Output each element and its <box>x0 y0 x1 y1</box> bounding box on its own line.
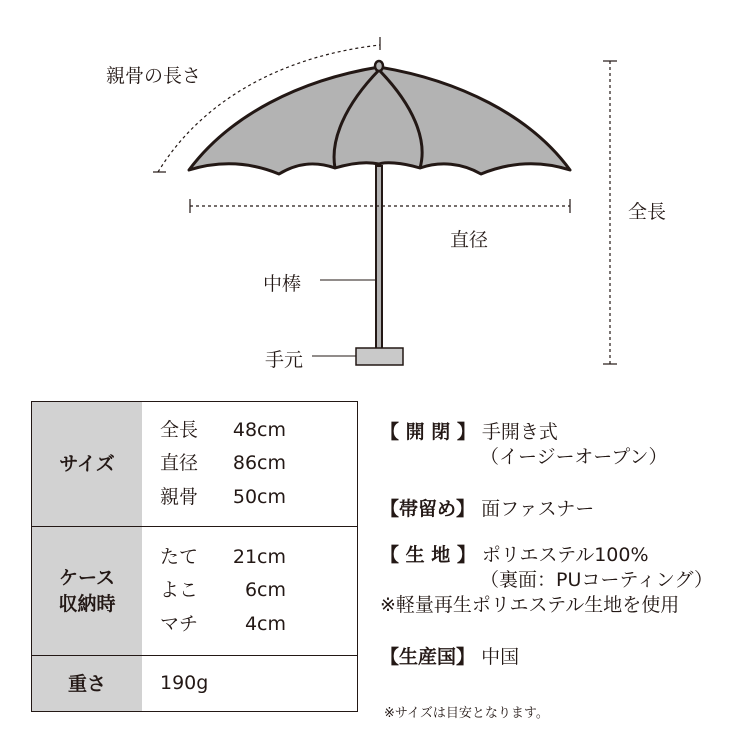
info-closure <box>380 497 594 522</box>
total-length-label: 全長 <box>628 201 667 223</box>
closure-key: 【帯留め】 <box>380 498 476 520</box>
origin-value: 中国 <box>481 646 520 668</box>
case-heading: ケース 収納時 <box>32 527 143 656</box>
weight-heading: 重さ <box>32 656 143 712</box>
umbrella-tip <box>375 61 383 71</box>
spec-table <box>31 401 358 712</box>
opening-key: 【 開 閉 】 <box>380 421 476 443</box>
case-values <box>142 527 358 656</box>
fabric-note: ※軽量再生ポリエステル生地を使用 <box>380 594 680 616</box>
size-row-diameter: 直径 86cm <box>160 452 286 475</box>
opening-value: 手開き式 <box>481 421 558 443</box>
handle-label: 手元 <box>265 349 304 371</box>
rib-length-label: 親骨の長さ <box>106 65 202 87</box>
info-origin <box>380 645 519 670</box>
size-row-total-length: 全長 48cm <box>160 418 286 441</box>
info-fabric <box>380 543 713 618</box>
shaft-label: 中棒 <box>263 273 302 295</box>
umbrella-handle <box>356 348 403 365</box>
fabric-key: 【 生 地 】 <box>380 544 476 566</box>
size-values <box>142 402 358 527</box>
umbrella-canopy <box>189 67 570 174</box>
case-row-depth: マチ 4cm <box>160 612 286 635</box>
size-row-rib: 親骨 50cm <box>160 485 286 508</box>
weight-value: 190g <box>142 656 358 712</box>
umbrella-shaft <box>376 166 382 350</box>
fabric-value: ポリエステル100% <box>481 544 649 566</box>
size-heading: サイズ <box>32 402 143 527</box>
spec-row-weight <box>32 656 358 712</box>
spec-row-case <box>32 527 358 656</box>
opening-value-sub: （イージーオープン） <box>480 446 668 468</box>
case-row-width: よこ 6cm <box>160 579 286 602</box>
case-row-height: たて 21cm <box>160 545 286 568</box>
origin-key: 【生産国】 <box>380 646 476 668</box>
size-note: ※サイズは目安となります。 <box>384 706 549 721</box>
diameter-label: 直径 <box>450 229 489 251</box>
fabric-value-sub: （裏面：PUコーティング） <box>480 569 714 591</box>
spec-row-size <box>32 402 358 527</box>
closure-value: 面ファスナー <box>481 498 595 520</box>
info-opening <box>380 420 668 470</box>
